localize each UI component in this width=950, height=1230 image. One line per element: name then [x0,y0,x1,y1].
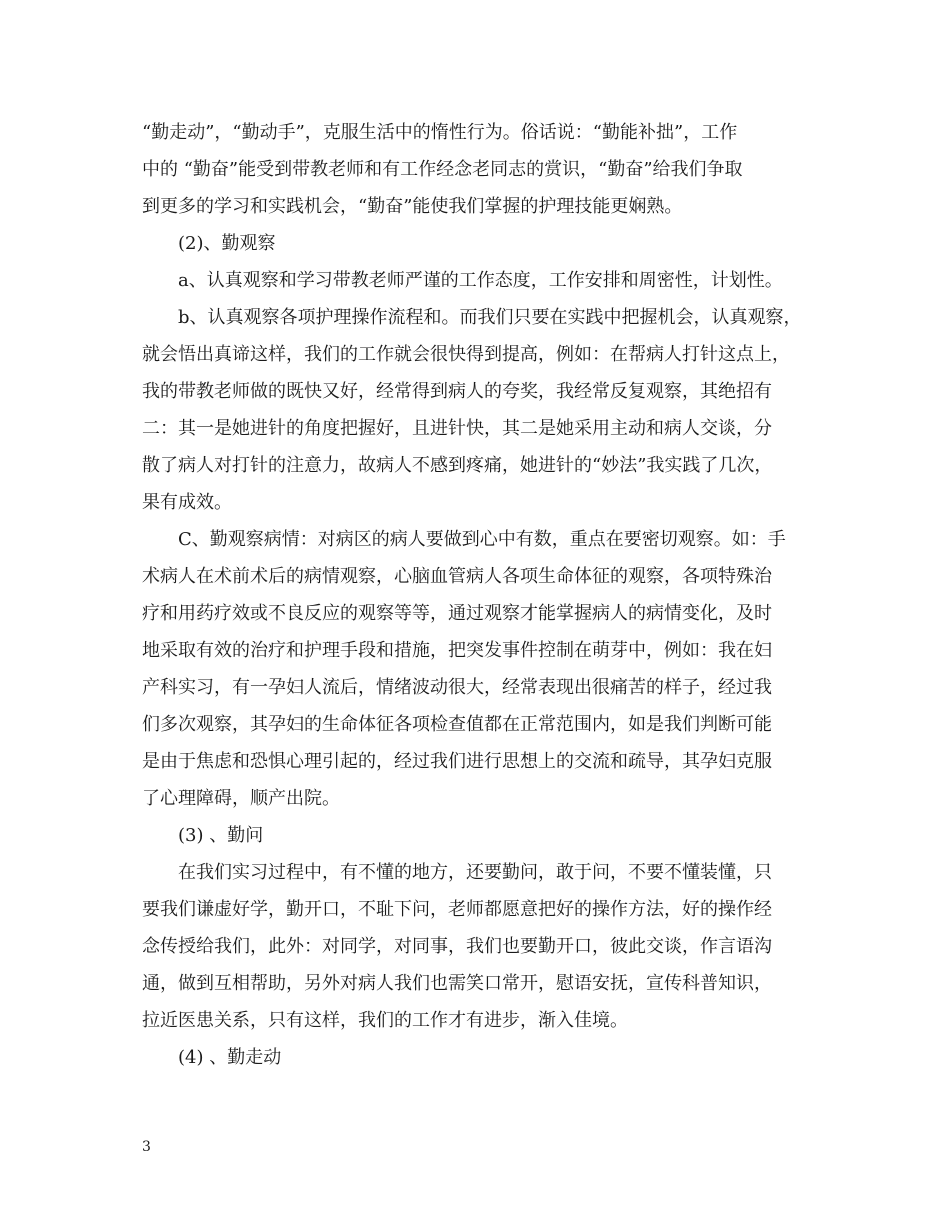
body-line: 术病人在术前术后的病情观察，心脑血管病人各项生命体征的观察，各项特殊治 [142,566,772,587]
body-line: 地采取有效的治疗和护理手段和措施，把突发事件控制在萌芽中，例如：我在妇 [142,640,772,661]
body-line: 通，做到互相帮助，另外对病人我们也需笑口常开，慰语安抚，宣传科普知识， [142,973,772,994]
body-line: C、勤观察病情：对病区的病人要做到心中有数，重点在要密切观察。如：手 [178,529,786,550]
body-line: 在我们实习过程中，有不懂的地方，还要勤问，敢于问，不要不懂装懂，只 [178,862,772,883]
section-heading: (3) 、勤问 [178,825,264,846]
body-line: b、认真观察各项护理操作流程和。而我们只要在实践中把握机会，认真观察， [178,307,802,328]
body-line: 中的 “勤奋”能受到带教老师和有工作经念老同志的赏识，“勤奋”给我们争取 [142,159,743,180]
body-line: 果有成效。 [142,492,232,513]
body-line: 疗和用药疗效或不良反应的观察等等，通过观察才能掌握病人的病情变化，及时 [142,603,772,624]
page-number: 3 [142,1139,151,1155]
section-heading: (4) 、勤走动 [178,1047,282,1068]
body-line: 了心理障碍，顺产出院。 [142,788,340,809]
body-line: 散了病人对打针的注意力，故病人不感到疼痛，她进针的“妙法”我实践了几次， [142,455,773,476]
body-line: 我的带教老师做的既快又好，经常得到病人的夸奖，我经常反复观察，其绝招有 [142,381,772,402]
body-line: 产科实习，有一孕妇人流后，情绪波动很大，经常表现出很痛苦的样子，经过我 [142,677,772,698]
body-line: 们多次观察，其孕妇的生命体征各项检查值都在正常范围内，如是我们判断可能 [142,714,772,735]
body-line: 是由于焦虑和恐惧心理引起的，经过我们进行思想上的交流和疏导，其孕妇克服 [142,751,772,772]
body-line: 拉近医患关系，只有这样，我们的工作才有进步，渐入佳境。 [142,1010,628,1031]
body-line: a、认真观察和学习带教老师严谨的工作态度，工作安排和周密性，计划性。 [178,270,783,291]
body-line: 二：其一是她进针的角度把握好，且进针快，其二是她采用主动和病人交谈，分 [142,418,772,439]
body-line: “勤走动”，“勤动手”，克服生活中的惰性行为。俗话说：“勤能补拙”，工作 [142,122,738,143]
section-heading: (2)、勤观察 [178,233,276,254]
body-line: 要我们谦虚好学，勤开口，不耻下问，老师都愿意把好的操作方法，好的操作经 [142,899,772,920]
body-line: 就会悟出真谛这样，我们的工作就会很快得到提高，例如：在帮病人打针这点上， [142,344,790,365]
body-line: 念传授给我们，此外：对同学，对同事，我们也要勤开口，彼此交谈，作言语沟 [142,936,772,957]
body-line: 到更多的学习和实践机会，“勤奋”能使我们掌握的护理技能更娴熟。 [142,196,683,217]
